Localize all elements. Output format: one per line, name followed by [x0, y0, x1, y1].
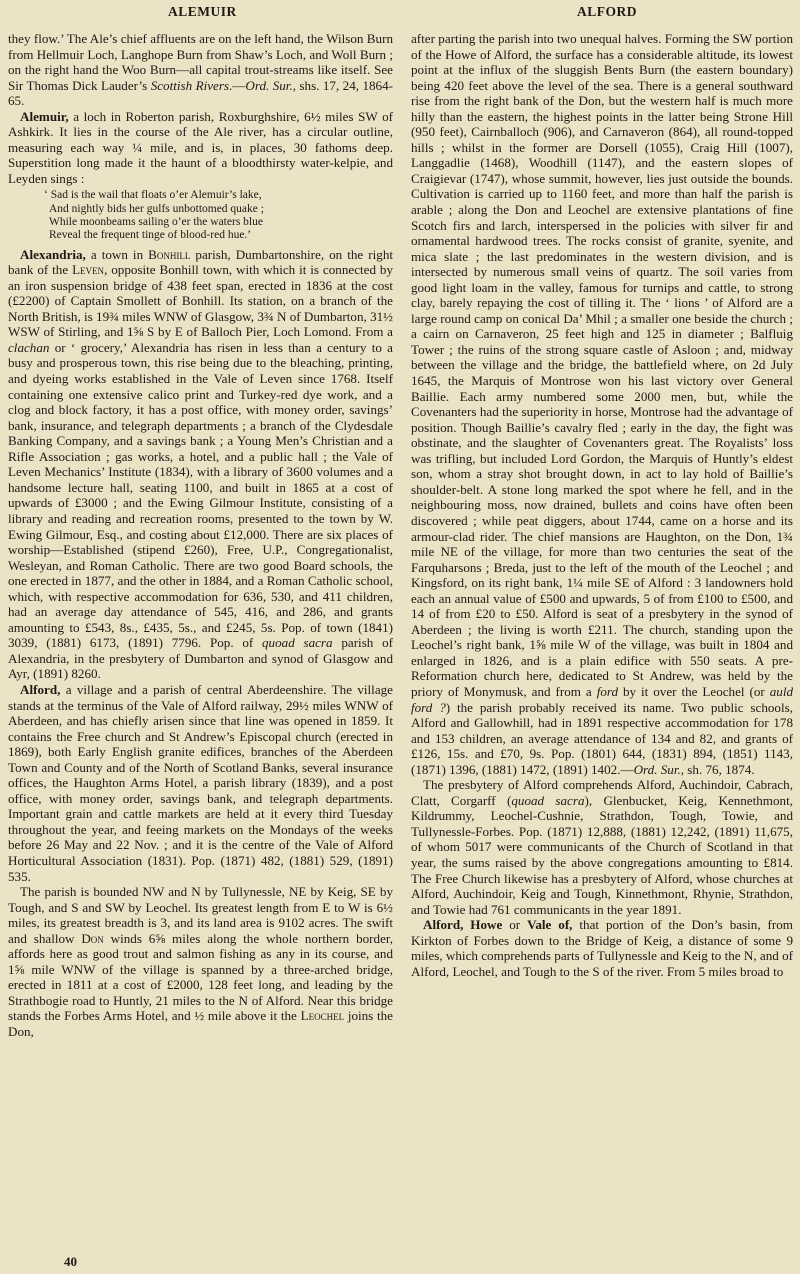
entry-headword: Alford, Howe: [423, 917, 503, 933]
text-run: , shs. 17, 24, 1864-65.: [8, 77, 394, 109]
entry-headword: Alexandria,: [20, 246, 86, 262]
text-run: ) the parish probably received its name. Two public schools, Alford and Gallowhill, had in 1891 respective accommodation for 178 and 153 children, an average attendance of 134 and 82, and grants of £126, 15s. and £70, 9s. Pop. (1801) 644, (1831) 894, (1851) 1143, (1871) 1396, (1881) 1472, (1891) 1402.—: [411, 699, 793, 777]
page-number: 40: [64, 1254, 77, 1269]
entry-headword: Vale of,: [527, 917, 573, 933]
header-left-title: ALEMUIR: [168, 4, 237, 19]
reference-abbrev: Ord. Sur.: [633, 761, 681, 777]
text-run: ), Glenbucket, Keig, Kennethmont, Kildrummy, Leochel-Cushnie, Strathdon, Tough, Towie, and Tullynessle-Forbes. Pop. (1871) 12,888, (1881) 12,242, (1891) 11,675, of whom 5017 were communicants of the Church of Scotland in that year, the sums raised by the above congregations amounting to £814. The Free Church likewise has a presbytery of Alford, whose churches at Alford, Auchindoir, Keig and Tough, Kinnethmont, Rhynie, Strathdon, and Towie had 761 communicants in the year 1891.: [411, 792, 793, 917]
reference-abbrev: Ord. Sur.: [245, 77, 293, 93]
text-run: winds 6⅝ miles along the whole northern border, affords here as good trout and salmon fishing as any in its course, and 1⅝ mile WNW of the village is spanned by a three-arched bridge, erected in 1811 at a cost of £2000, 128 feet long, and leading by the Strathbogie road to Huntly, 21 miles to the N of Alford. Near this bridge stands the Forbes Arms Hotel, and ½ mile above it the: [8, 930, 393, 1024]
text-run: parish, Dumbartonshire, on the right bank of the: [8, 246, 393, 278]
entry-headword: Alemuir,: [20, 108, 69, 124]
running-header: [0, 4, 800, 24]
poem-line: While moonbeams sailing o’er the waters blue: [49, 216, 263, 229]
alford-presbytery-paragraph: [411, 777, 793, 917]
poem-line: Reveal the frequent tinge of blood-red hue.’: [49, 229, 252, 242]
header-right-title: ALFORD: [577, 4, 637, 19]
book-title: Scottish Rivers: [150, 77, 230, 93]
cross-reference: Leochel: [300, 1008, 345, 1024]
text-run: a village and a parish of central Aberdeenshire. The village stands at the terminus of the Vale of Alford railway, 29½ miles WNW of Aberdeen, and has chiefly arisen since that line was opened in 1859. It contains the Free church and St Andrew’s Episcopal church (erected in 1869), both Early English granite edifices, branches of the Aberdeen Town and County and of the North of Scotland Banks, several insurance offices, the Haughton Arms Hotel, a parish library (1839), and a post office, with money order, savings bank, and telegraph departments. Important grain and cattle markets are held at it every third Tuesday throughout the year, and feeing markets on the Mondays of the weeks before 26 May and 22 Nov. ; and it is the centre of the Vale of Alford Horticultural Association (1831). Pop. (1871) 482, (1881) 529, (1891) 535.: [8, 681, 393, 884]
alford-parish-paragraph: [8, 884, 393, 1039]
cross-reference: Leven: [72, 262, 105, 278]
poem-line: ‘ Sad is the wail that floats o’er Alemuir’s lake,: [44, 189, 262, 202]
right-column: [411, 31, 793, 979]
text-run: or ‘ grocery,’ Alexandria has risen in less than a century to a busy and prosperous town, this rise being due to the bleaching, printing, and dyeing works established in the Vale of Leven since 1768. Itself containing one extensive calico print and Turkey-red dye work, and a clog and block factory, it has a post office, with money order, savings’ bank, insurance, and telegraph departments ; a branch of the Clydesdale Banking Company, and a savings bank ; a Young Men’s Christian and a Rifle Association ; gas works, a hotel, and a public hall ; the Vale of Leven Mechanics’ Institute (1834), with a library of 3600 volumes and a handsome lecture hall, seating 1100, and built in 1865 at a cost of upwards of £3000 ; and the Ewing Gilmour Institute, consisting of a library and reading and recreation rooms, presented to the town by W. Ewing Gilmour, Esq., and costing about £12,000. There are six places of worship—Established (stipend £260), Free, U.P., Congregationalist, Wesleyan, and Roman Catholic. There are two good Board schools, the one erected in 1877, and the other in 1884, and a Roman Catholic school, which, with respective accommodation for 636, 530, and 411 children, had an average day attendance of 545, 416, and 286, and grants amounting to £543, 8s., £435, 5s., and £245, 5s. Pop. of town (1841) 3039, (1881) 6173, (1891) 7796. Pop. of: [8, 339, 393, 651]
text-run: .—: [229, 77, 246, 93]
howe-of-alford-entry: [411, 917, 793, 979]
text-run: , sh. 76, 1874.: [680, 761, 755, 777]
text-run: joins the Don,: [8, 1008, 393, 1039]
italic-term: ford: [596, 683, 619, 699]
poem-quote: [44, 189, 393, 242]
left-column: [8, 31, 393, 1040]
alexandria-entry: [8, 247, 393, 682]
text-run: , opposite Bonhill town, with which it is connected by an iron suspension bridge of 438 feet span, erected in 1836 at the cost (£2200) of Captain Smollett of Bonhill. Its station, on a branch of the North British, is 19¾ miles WNW of Glasgow, 3¾ N of Dumbarton, 31½ WSW of Stirling, and 1⅝ S by E of Balloch Pier, Loch Lomond. From a: [8, 262, 393, 340]
italic-term: auld ford ?: [411, 683, 793, 715]
poem-line: And nightly bids her gulfs unbottomed quake ;: [49, 202, 264, 215]
entry-headword: Alford,: [20, 681, 61, 697]
italic-term: quoad sacra: [511, 792, 585, 808]
text-run: The parish is bounded NW and N by Tullynessle, NE by Keig, SE by Tough, and S and SW by Leochel. Its greatest length from E to W is 6½ miles, its greatest breadth is 3, and its land area is 9102 acres. The swift and shallow: [8, 884, 393, 946]
text-run: a town in: [85, 246, 149, 262]
text-run: or: [502, 917, 528, 933]
text-run: The presbytery of Alford comprehends Alford, Auchindoir, Cabrach, Clatt, Corgarff (: [411, 777, 793, 808]
italic-term: quoad sacra: [262, 635, 333, 651]
cross-reference: Don: [81, 930, 104, 946]
text-run: that portion of the Don’s basin, from Kirkton of Forbes down to the Bridge of Keig, a distance of some 9 miles, which comprehends parts of Tullynessle and Keig to the N, and of Alford, Leochel, and Tough to the S of the river. From 5 miles broad to: [411, 917, 793, 979]
text-run: parish of Alexandria, in the presbytery of Dumbarton and synod of Glasgow and Ayr, (1891) 8260.: [8, 635, 393, 682]
cross-reference: Bonhill: [148, 246, 191, 262]
text-run: by it over the Leochel (or: [618, 683, 770, 699]
italic-term: clachan: [8, 339, 50, 355]
alemuir-entry: [8, 109, 393, 187]
text-run: they flow.’ The Ale’s chief affluents are on the left hand, the Wilson Burn from Hellmuir Loch, Langhope Burn from Shaw’s Loch, and Woll Burn ; on the right hand the Woo Burn—all capital trout-streams like itself. See Sir Thomas Dick Lauder’s: [8, 31, 393, 93]
text-run: after parting the parish into two unequal halves. Forming the SW portion of the Howe of Alford, the surface has a considerable altitude, its lowest point at the influx of the sluggish Bents Burn (the eastern boundary) being 420 feet above the level of the sea. There is a general southward rise from the right bank of the Don, but the western half is much more hilly than the eastern, the highest points in the latter being Strone Hill (950 feet), Cairnballoch (906), and Carnaveron (864), all round-topped hills ; whilst in the former are Dorsell (1055), Craig Hill (1007), Langgadlie (1468), Woodhill (1147), and the eastern slopes of Craigievar (1747), whose summit, however, lies just outside the bounds. Cultivation is carried up to 1160 feet, and more than half the parish is arable ; along the Don and Leochel are extensive plantations of fine Scotch firs and larch, interspersed in the policies with silver fir and ornamental hardwood trees. The rocks consist of granite, syenite, and mica slate ; the last predominates in the western division, and is intersected by numerous small veins of quartz. The soil varies from good light loam in the valley, famous for turnips and cattle, to strong clay, barely repaying the cost of tilling it. The ‘ lions ’ of Alford are a large round camp on conical Da’ Mhil ; a smaller one beside the church ; a cairn on Carnaveron, 25 feet high and 125 in diameter ; Balfluig Tower ; the ruins of the strong square castle of Asloon ; and, midway between the village and the bridge, the battlefield where, on 2d July 1645, the Marquis of Montrose won his last victory over General Baillie. Each army numbered some 2000 men, but, while the Covenanters had the superiority in horse, Montrose had the advantage of position. Though Baillie’s cavalry fled ; early in the day, the fight was obstinate, and the slaughter of Covenanters great. The Royalists’ loss was trifling, but included Lord Gordon, the Marquis of Huntly’s eldest son, whom a stray shot brought down, in act to lay hold of Baillie’s shoulder-belt. A stone long marked the spot where he fell, and in the neighbouring moss, now drained, bullets and coins have often been discovered ; while peat diggers, about 1744, came on a horse and its armour-clad rider. The chief mansions are Haughton, on the Don, 1¾ mile NE of the village, for more than two centuries the seat of the Farquharsons ; Breda, just to the left of the mouth of the Leochel ; and Kingsford, on its right bank, 1¼ mile SE of Alford : 3 landowners hold each an annual value of £500 and upwards, 5 of from £100 to £500, and 14 of from £20 to £50. Alford is seat of a presbytery in the synod of Aberdeen ; the living is worth £211. The church, standing upon the Leochel’s right bank, 1⅝ mile W of the village, was built in 1804 and enlarged in 1826, and is a plain edifice with 550 seats. A pre-Reformation church here, dedicated to St Andrew, was held by the priory of Monymusk, and from a: [411, 31, 793, 699]
alford-entry: [8, 682, 393, 884]
ale-entry-continuation: [8, 31, 393, 109]
text-run: a loch in Roberton parish, Roxburghshire, 6½ miles SW of Ashkirk. It lies in the course of the Ale river, has a circular outline, measuring each way ¼ mile, and is, in places, 30 fathoms deep. Superstition long made it the haunt of a bloodthirsty water-kelpie, and Leyden sings :: [8, 108, 393, 186]
alford-parish-continuation: [411, 31, 793, 777]
